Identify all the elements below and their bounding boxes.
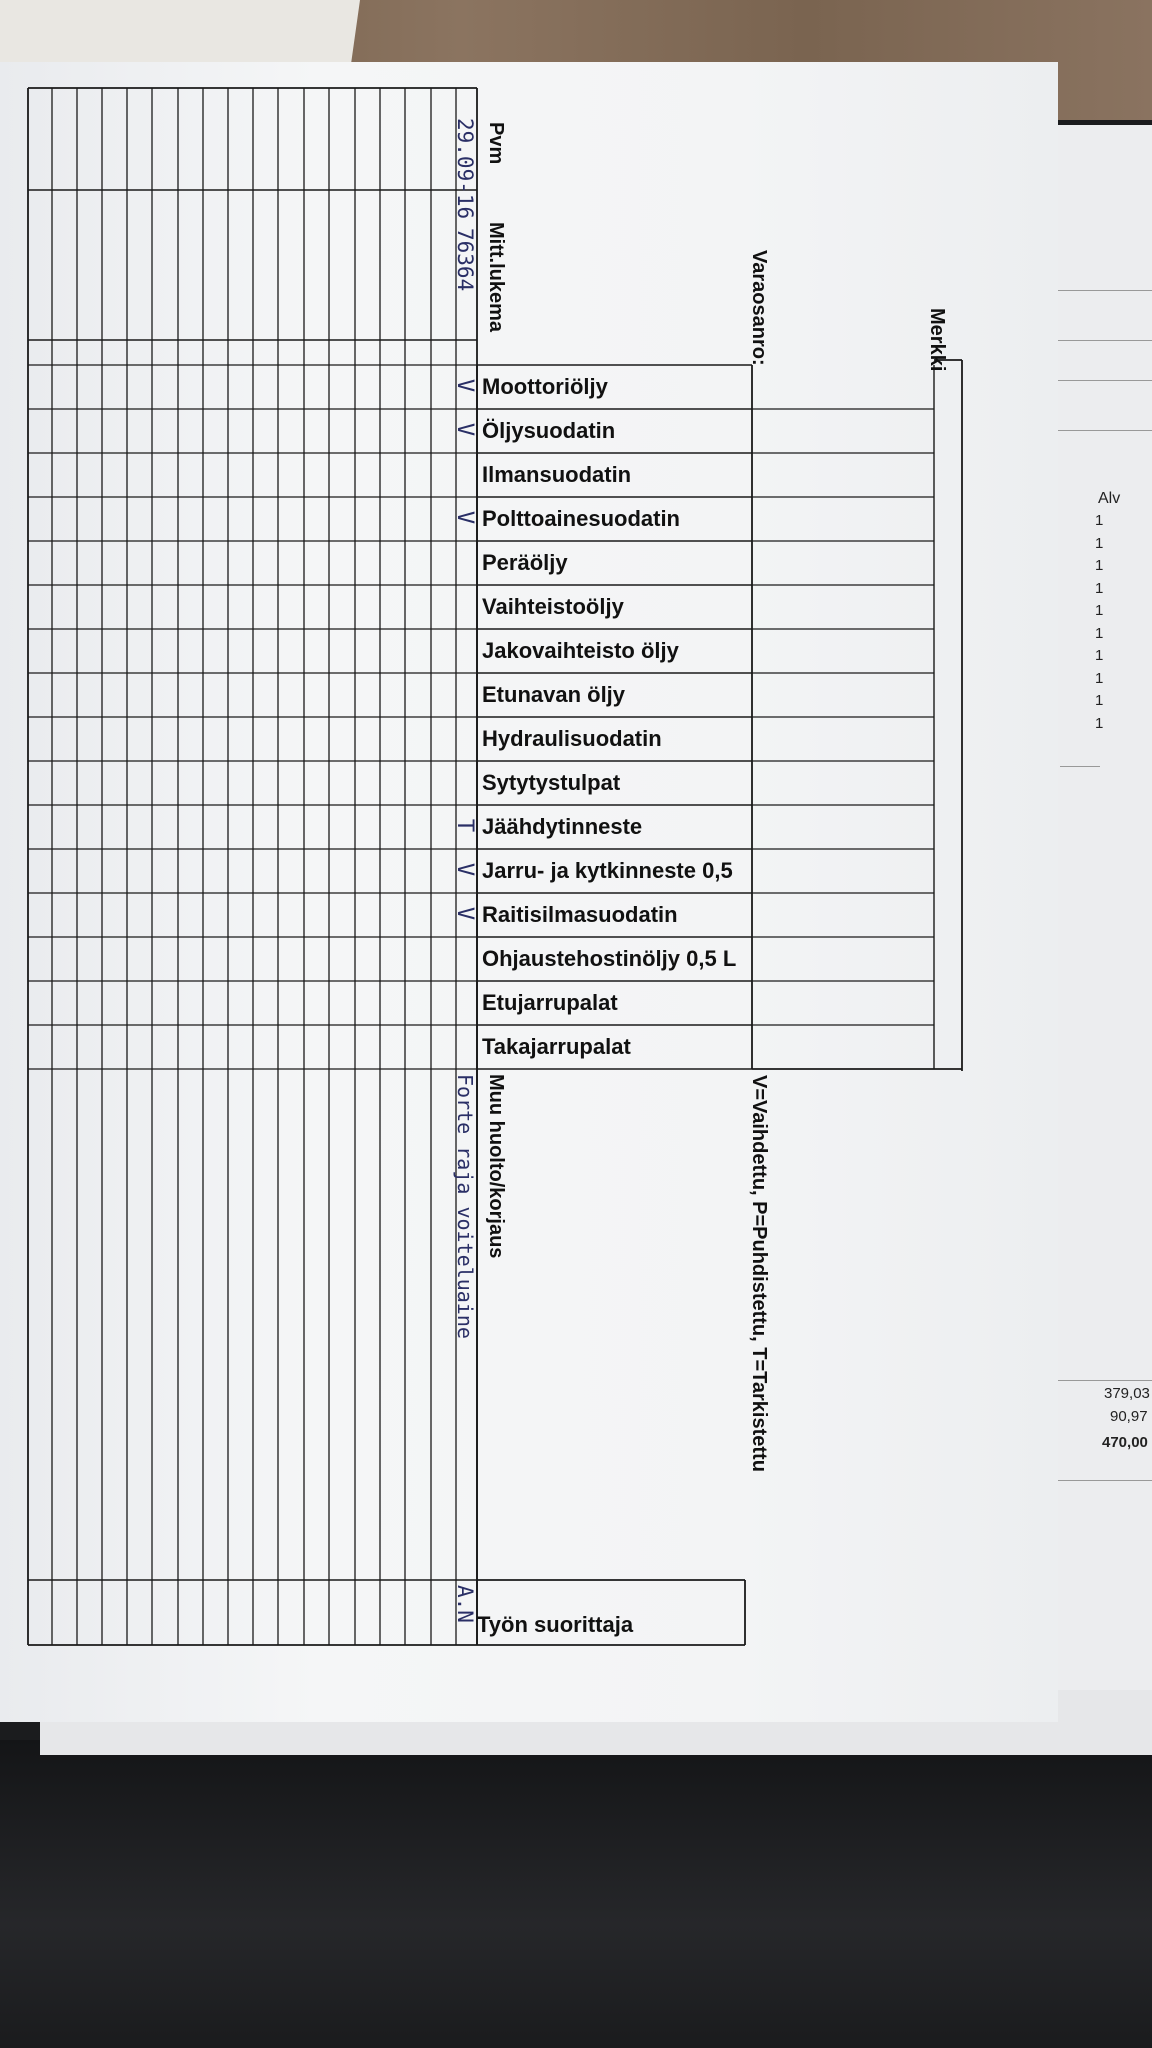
alv-header: Alv bbox=[1098, 490, 1121, 507]
varaosanro-label: Varaosanro: bbox=[748, 250, 770, 366]
tyon-suorittaja-label: Työn suorittaja bbox=[477, 1612, 634, 1637]
service-item-label: Jakovaihteisto öljy bbox=[482, 638, 679, 663]
service-item-label: Jäähdytinneste bbox=[482, 814, 643, 839]
alv-value: 1 bbox=[1095, 512, 1104, 529]
entry-date: 29.09-16 bbox=[453, 118, 477, 220]
alv-value: 1 bbox=[1095, 714, 1104, 732]
service-item-label: Peräöljy bbox=[482, 550, 568, 575]
alv-value: 1 bbox=[1095, 669, 1104, 687]
service-item-mark: V bbox=[452, 906, 478, 921]
service-item-label: Sytytystulpat bbox=[482, 770, 621, 795]
muu-huolto-column-header: Muu huolto/korjaus bbox=[485, 1074, 507, 1259]
mittarilukema-column-header: Mitt.lukema bbox=[485, 222, 507, 333]
alv-value: 1 bbox=[1095, 534, 1104, 552]
merkki-label: Merkki bbox=[926, 308, 948, 372]
service-item-label: Hydraulisuodatin bbox=[482, 726, 662, 751]
service-item-label: Moottoriöljy bbox=[482, 374, 608, 399]
entry-technician: A.N bbox=[453, 1585, 477, 1623]
invoice-vat: 90,97 bbox=[1110, 1408, 1148, 1425]
service-item-mark: V bbox=[452, 422, 478, 437]
service-item-label: Raitisilmasuodatin bbox=[482, 902, 678, 927]
alv-value: 1 bbox=[1095, 602, 1104, 619]
alv-value: 1 bbox=[1095, 557, 1104, 574]
service-item-label: Etujarrupalat bbox=[482, 990, 618, 1015]
service-item-mark: V bbox=[452, 862, 478, 877]
service-item-label: Jarru- ja kytkinneste 0,5 bbox=[482, 858, 733, 883]
entry-odometer: 76364 bbox=[453, 228, 477, 292]
invoice-subtotal: 379,03 bbox=[1104, 1385, 1150, 1402]
alv-value: 1 bbox=[1095, 624, 1104, 642]
alv-value: 1 bbox=[1095, 579, 1104, 597]
service-item-label: Vaihteistoöljy bbox=[482, 594, 624, 619]
service-item-mark: V bbox=[452, 510, 478, 525]
alv-value: 1 bbox=[1095, 647, 1104, 664]
invoice-total: 470,00 bbox=[1102, 1434, 1148, 1451]
pvm-column-header: Pvm bbox=[485, 122, 507, 165]
service-item-mark: T bbox=[452, 818, 478, 833]
service-item-label: Takajarrupalat bbox=[482, 1034, 631, 1059]
service-item-label: Öljysuodatin bbox=[482, 418, 616, 443]
entry-other-service: Forte raja voiteluaine bbox=[453, 1074, 477, 1339]
service-item-label: Etunavan öljy bbox=[482, 682, 626, 707]
service-item-mark: V bbox=[452, 378, 478, 393]
alv-value: 1 bbox=[1095, 692, 1104, 709]
legend-text: V=Vaihdettu, P=Puhdistettu, T=Tarkistettu bbox=[748, 1075, 770, 1472]
service-item-label: Ohjaustehostinöljy 0,5 L bbox=[482, 946, 737, 971]
service-item-label: Polttoainesuodatin bbox=[482, 506, 680, 531]
service-item-label: Ilmansuodatin bbox=[482, 462, 632, 487]
